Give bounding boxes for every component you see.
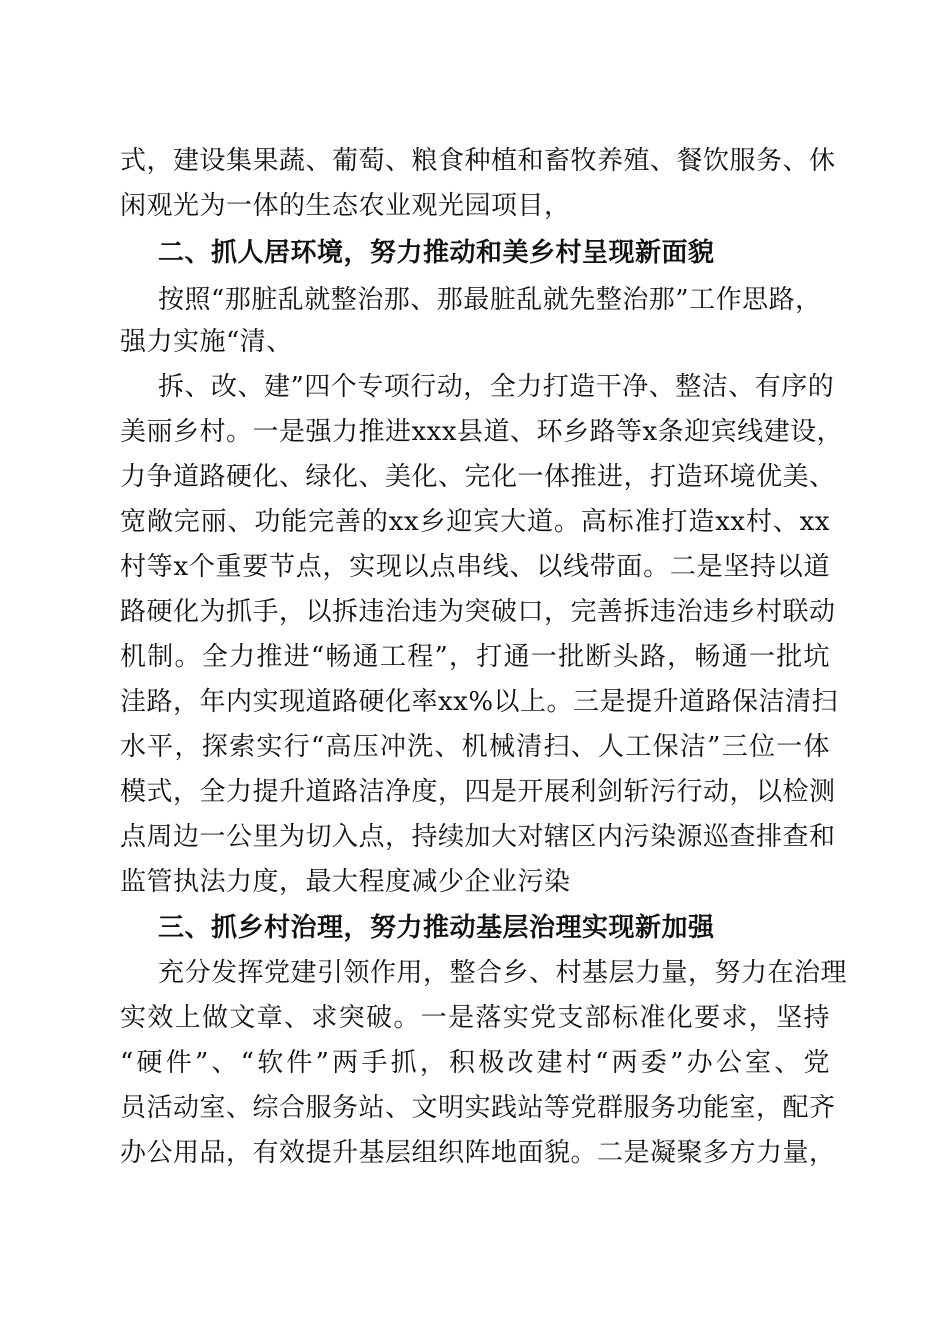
- body-line: 力争道路硬化、绿化、美化、完化一体推进，打造环境优美、: [120, 462, 836, 492]
- body-line: 监管执法力度，最大程度减少企业污染: [120, 867, 571, 897]
- body-line: 宽敞完丽、功能完善的xx乡迎宾大道。高标准打造xx村、xx: [120, 507, 830, 537]
- body-line: 水平，探索实行“高压冲洗、机械清扫、人工保洁”三位一体: [120, 732, 830, 762]
- body-line: 强力实施“清、: [120, 327, 293, 357]
- body-line: 机制。全力推进“畅通工程”，打通一批断头路，畅通一批坑: [120, 642, 830, 672]
- body-line: 实效上做文章、求突破。一是落实党支部标准化要求，坚持: [120, 1003, 830, 1033]
- section-heading-3: 三、抓乡村治理，努力推动基层治理实现新加强: [158, 913, 715, 943]
- body-line: 村等x个重要节点，实现以点串线、以线带面。二是坚持以道: [120, 552, 830, 582]
- body-line: 式，建设集果蔬、葡萄、粮食种植和畜牧养殖、餐饮服务、休: [120, 146, 836, 176]
- body-line: 洼路，年内实现道路硬化率xx%以上。三是提升道路保洁清扫: [120, 687, 839, 717]
- body-line: 美丽乡村。一是强力推进xxx县道、环乡路等x条迎宾线建设，: [120, 417, 844, 447]
- body-line: 点周边一公里为切入点，持续加大对辖区内污染源巡查排查和: [120, 822, 836, 852]
- body-line: 员活动室、综合服务站、文明实践站等党群服务功能室，配齐: [120, 1093, 836, 1123]
- body-line: 办公用品，有效提升基层组织阵地面貌。二是凝聚多方力量，: [120, 1138, 836, 1168]
- section-heading-2: 二、抓人居环境，努力推动和美乡村呈现新面貌: [158, 238, 715, 268]
- body-line: 按照“那脏乱就整治那、那最脏乱就先整治那”工作思路，: [158, 285, 822, 315]
- body-line: 拆、改、建”四个专项行动，全力打造干净、整洁、有序的: [158, 372, 835, 402]
- body-line: 路硬化为抓手，以拆违治违为突破口，完善拆违治违乡村联动: [120, 597, 836, 627]
- body-line: 模式，全力提升道路洁净度，四是开展利剑斩污行动，以检测: [120, 777, 836, 807]
- body-line: 闲观光为一体的生态农业观光园项目，: [120, 191, 571, 221]
- body-line: 充分发挥党建引领作用，整合乡、村基层力量，努力在治理: [158, 958, 848, 988]
- body-line: “硬件”、“软件”两手抓，积极改建村“两委”办公室、党: [120, 1048, 830, 1078]
